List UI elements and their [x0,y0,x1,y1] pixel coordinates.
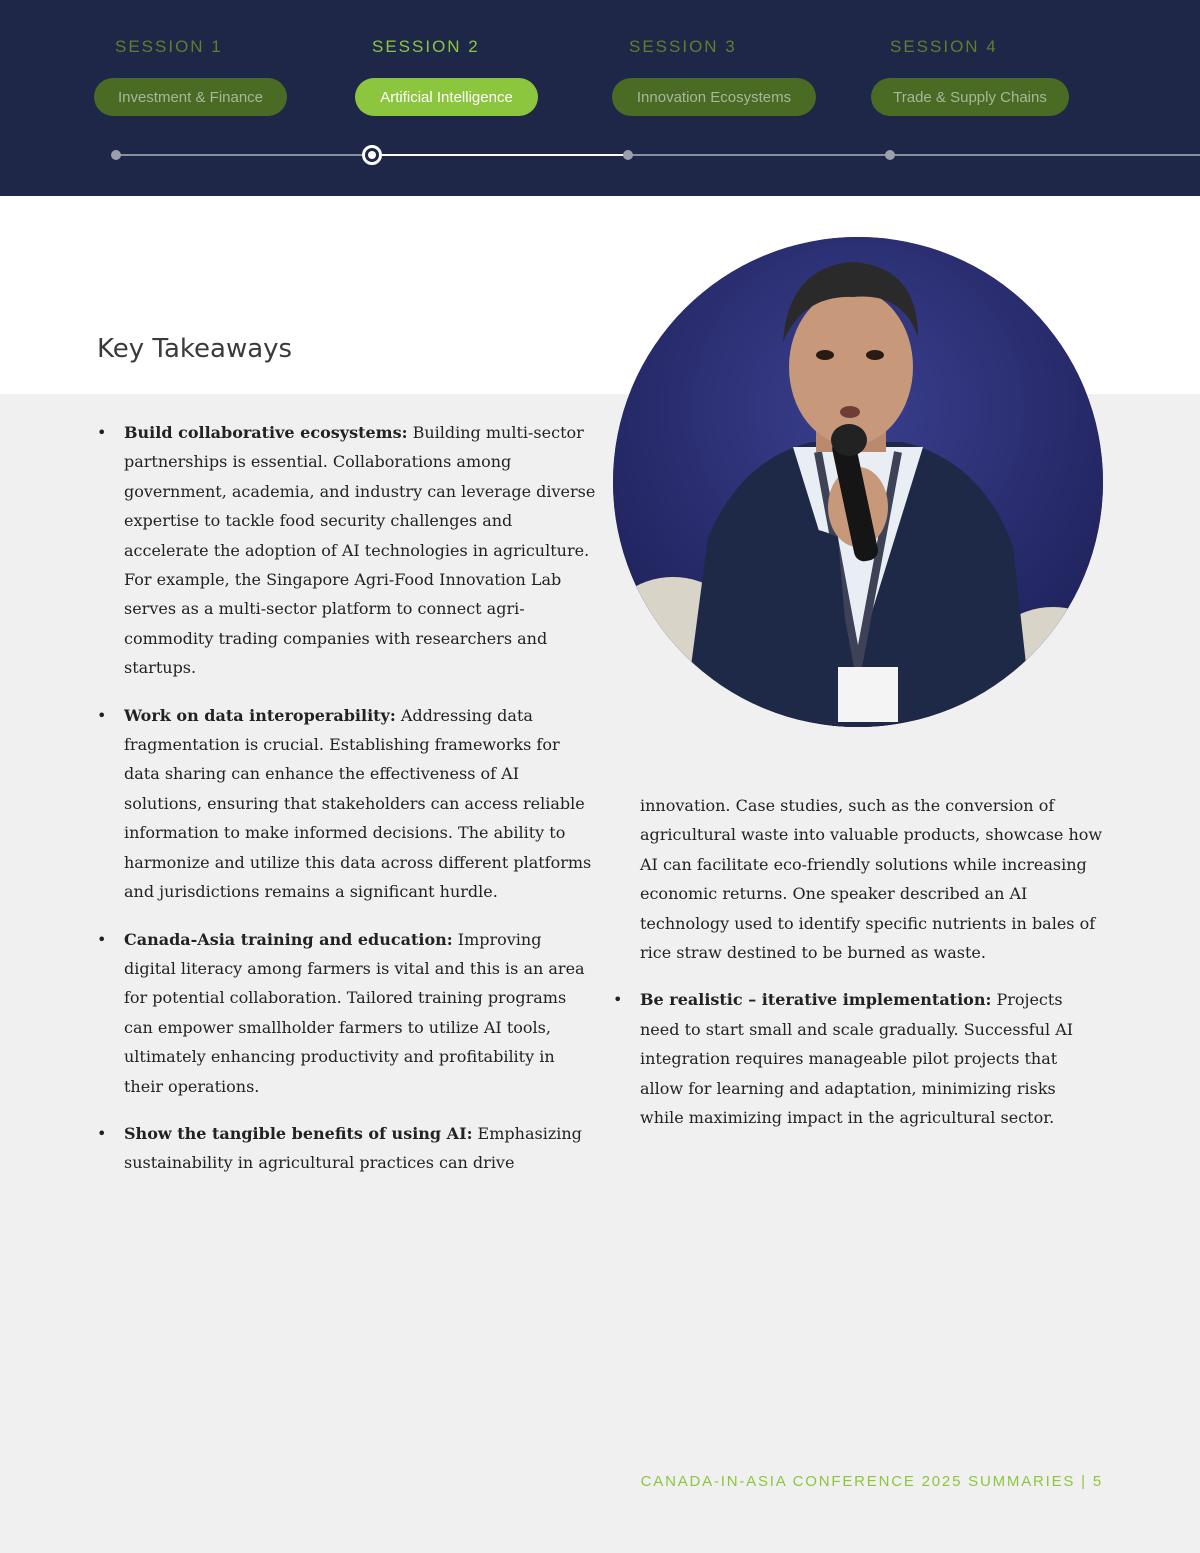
session-4-button[interactable]: Trade & Supply Chains [871,78,1069,116]
progress-track-completed [116,154,372,156]
page-title: Key Takeaways [97,334,293,364]
bullet-icon: • [97,929,107,949]
session-1-label: SESSION 1 [115,37,223,56]
session-4-label: SESSION 4 [890,37,998,56]
progress-dot-session-2-current[interactable] [362,145,382,165]
takeaway-continuation: innovation. Case studies, such as the conversion of agricultural waste into valuable products, showcase how AI can facilitate eco-friendly solutions while increasing economic returns. One speaker described an AI technology used to identify specific nutrients in bales of rice straw destined to be burned as waste. [640,796,1103,963]
takeaway-item [97,1119,597,1178]
takeaway-text: Emphasizing sustainability in agricultural practices can drive [124,1123,582,1173]
takeaway-heading: Be realistic – iterative implementation: [640,990,992,1010]
takeaway-text: Addressing data fragmentation is crucial. Establishing frameworks for data sharing can enhance the effectiveness of AI solutions, ensuring that stakeholders can access reliable information to make informed decisions. The ability to harmonize and utilize this data across different platforms and jurisdictions remains a significant hurdle. [124,705,592,902]
session-2-button[interactable]: Artificial Intelligence [355,78,538,116]
takeaway-text: Improving digital literacy among farmers is vital and this is an area for potential collaboration. Tailored training programs can empower smallholder farmers to utilize AI tools, ultimately enhancing productivity and profitability in their operations. [124,929,585,1096]
speaker-illustration [613,237,1103,727]
session-1-button[interactable]: Investment & Finance [94,78,287,116]
bullet-icon: • [97,705,107,725]
speaker-photo [613,237,1103,727]
takeaway-item [97,925,597,1101]
bullet-icon: • [97,1123,107,1143]
progress-dot-session-1[interactable] [111,150,121,160]
session-navigation [0,0,1200,196]
takeaways-left-column [97,418,597,1196]
bullet-icon: • [97,423,107,442]
progress-track-current [372,154,628,156]
takeaway-item [613,985,1103,1132]
progress-track-upcoming [628,154,1200,156]
takeaway-heading: Work on data interoperability: [124,705,396,725]
takeaway-item [97,418,597,683]
takeaway-text: Projects need to start small and scale gradually. Successful AI integration requires manageable pilot projects that allow for learning and adaptation, minimizing risks while maximizing impact in the agricultural sector. [640,990,1074,1128]
bullet-icon: • [613,990,623,1010]
takeaway-text: Building multi-sector partnerships is essential. Collaborations among government, academia, and industry can leverage diverse expertise to tackle food security challenges and accelerate the adoption of AI technologies in agriculture. For example, the Singapore Agri-Food Innovation Lab serves as a multi-sector platform to connect agri-commodity trading companies with researchers and startups. [124,423,596,678]
takeaway-heading: Show the tangible benefits of using AI: [124,1123,473,1143]
takeaway-item [97,701,597,907]
takeaway-heading: Build collaborative ecosystems: [124,423,408,442]
session-3-label: SESSION 3 [629,37,737,56]
takeaway-heading: Canada-Asia training and education: [124,929,453,949]
session-3-button[interactable]: Innovation Ecosystems [612,78,816,116]
takeaways-right-column [613,791,1103,1150]
progress-dot-session-4[interactable] [885,150,895,160]
progress-dot-session-3[interactable] [623,150,633,160]
page-footer: CANADA-IN-ASIA CONFERENCE 2025 SUMMARIES | 5 [640,1473,1103,1490]
session-2-label: SESSION 2 [372,37,480,56]
